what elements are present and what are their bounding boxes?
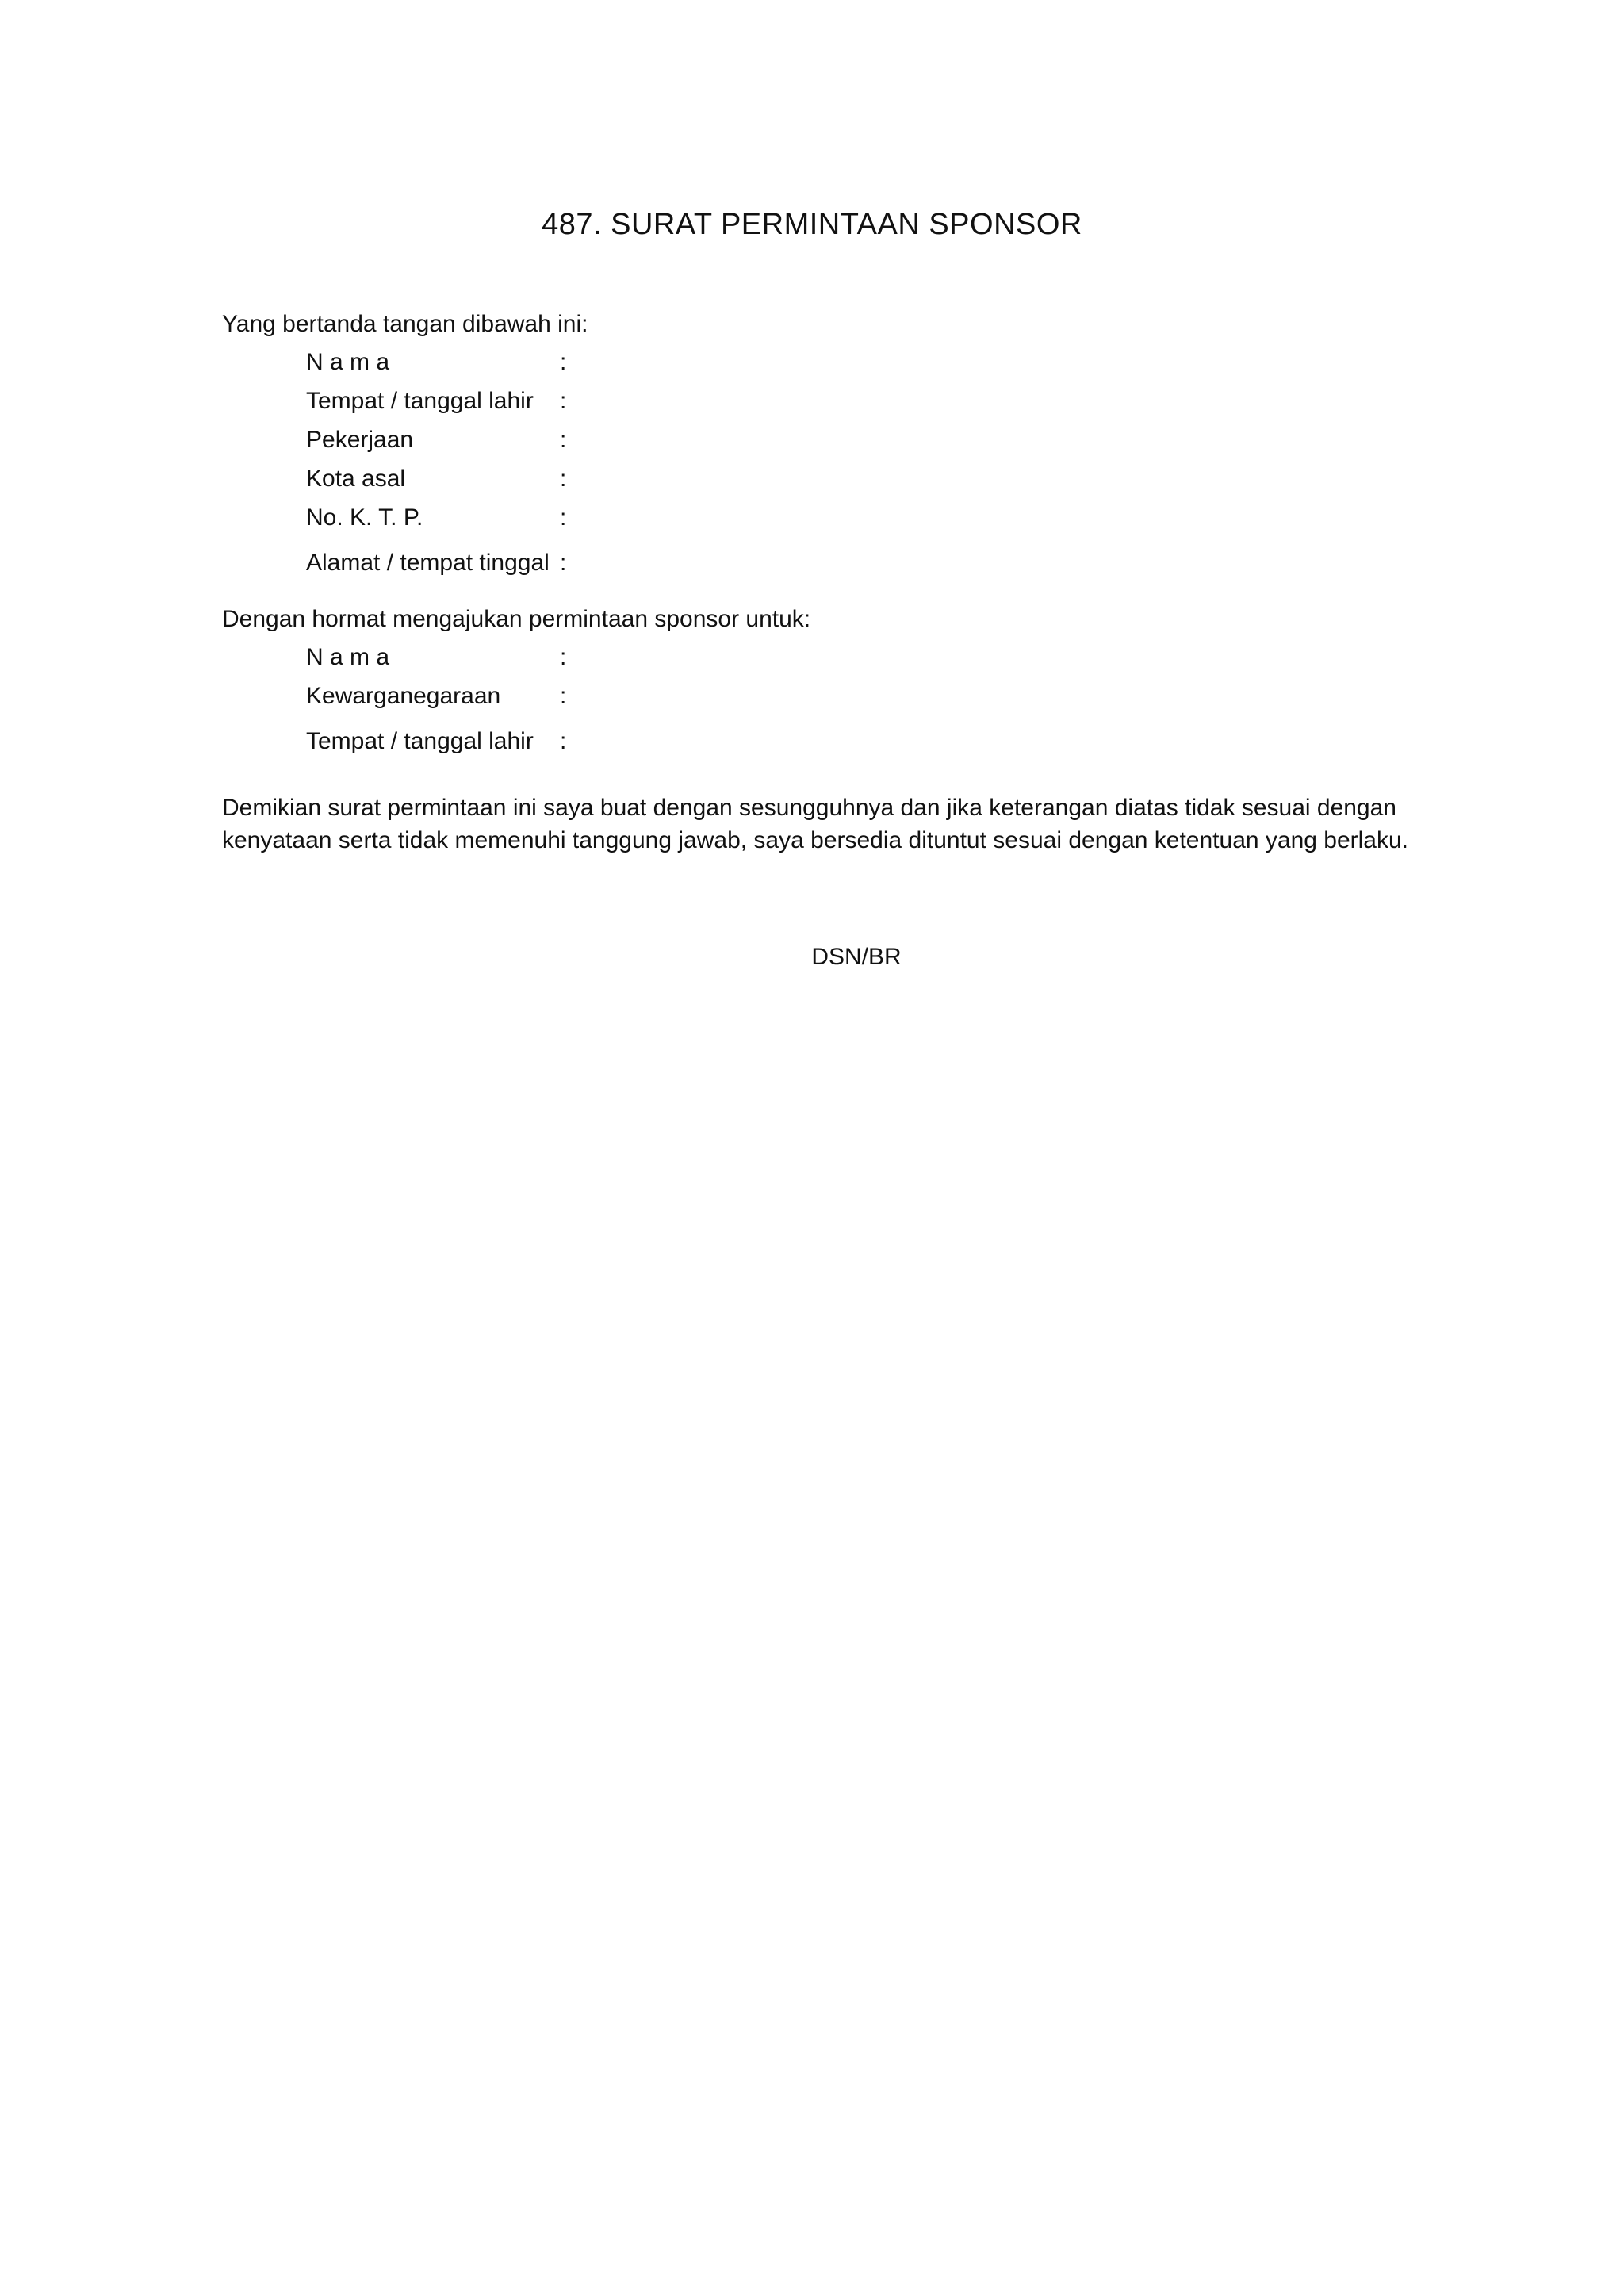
field-colon: : [560,683,567,709]
field-label: Tempat / tanggal lahir [306,388,534,414]
closing-paragraph [222,792,1411,857]
field-colon: : [560,644,567,670]
field-label: Pekerjaan [306,427,414,453]
field-label: Kota asal [306,466,406,492]
field-label: N a m a [306,349,390,375]
field-label: No. K. T. P. [306,504,423,531]
closing-line: Demikian surat permintaan ini saya buat dengan sesungguhnya dan jika keterangan diatas tidak sesuai dengan [222,795,1396,821]
applicant-field-name [306,346,576,379]
field-colon: : [560,728,567,754]
field-colon: : [560,504,567,531]
closing-line: kenyataan serta tidak memenuhi tanggung jawab, saya bersedia dituntut sesuai dengan ketentuan yang berlaku. [222,827,1409,853]
field-label: N a m a [306,644,390,670]
signature-initials: DSN/BR [811,944,902,970]
field-colon: : [560,349,567,375]
applicant-field-hometown [306,462,576,496]
sponsor-field-citizenship [306,680,576,713]
applicant-field-occupation [306,424,576,457]
field-label: Tempat / tanggal lahir [306,728,534,754]
field-colon: : [560,466,567,492]
sponsor-field-birth [306,725,576,758]
intro-text: Yang bertanda tangan dibawah ini: [222,311,588,337]
request-intro-text: Dengan hormat mengajukan permintaan sponsor untuk: [222,606,811,632]
field-colon: : [560,388,567,414]
field-label: Alamat / tempat tinggal [306,550,550,576]
applicant-field-birth [306,385,576,418]
document-title: 487. SURAT PERMINTAAN SPONSOR [542,208,1082,241]
field-label: Kewarganegaraan [306,683,501,709]
applicant-field-ktp [306,501,576,535]
applicant-field-address [306,546,576,580]
field-colon: : [560,550,567,576]
field-colon: : [560,427,567,453]
sponsor-field-name [306,641,576,674]
